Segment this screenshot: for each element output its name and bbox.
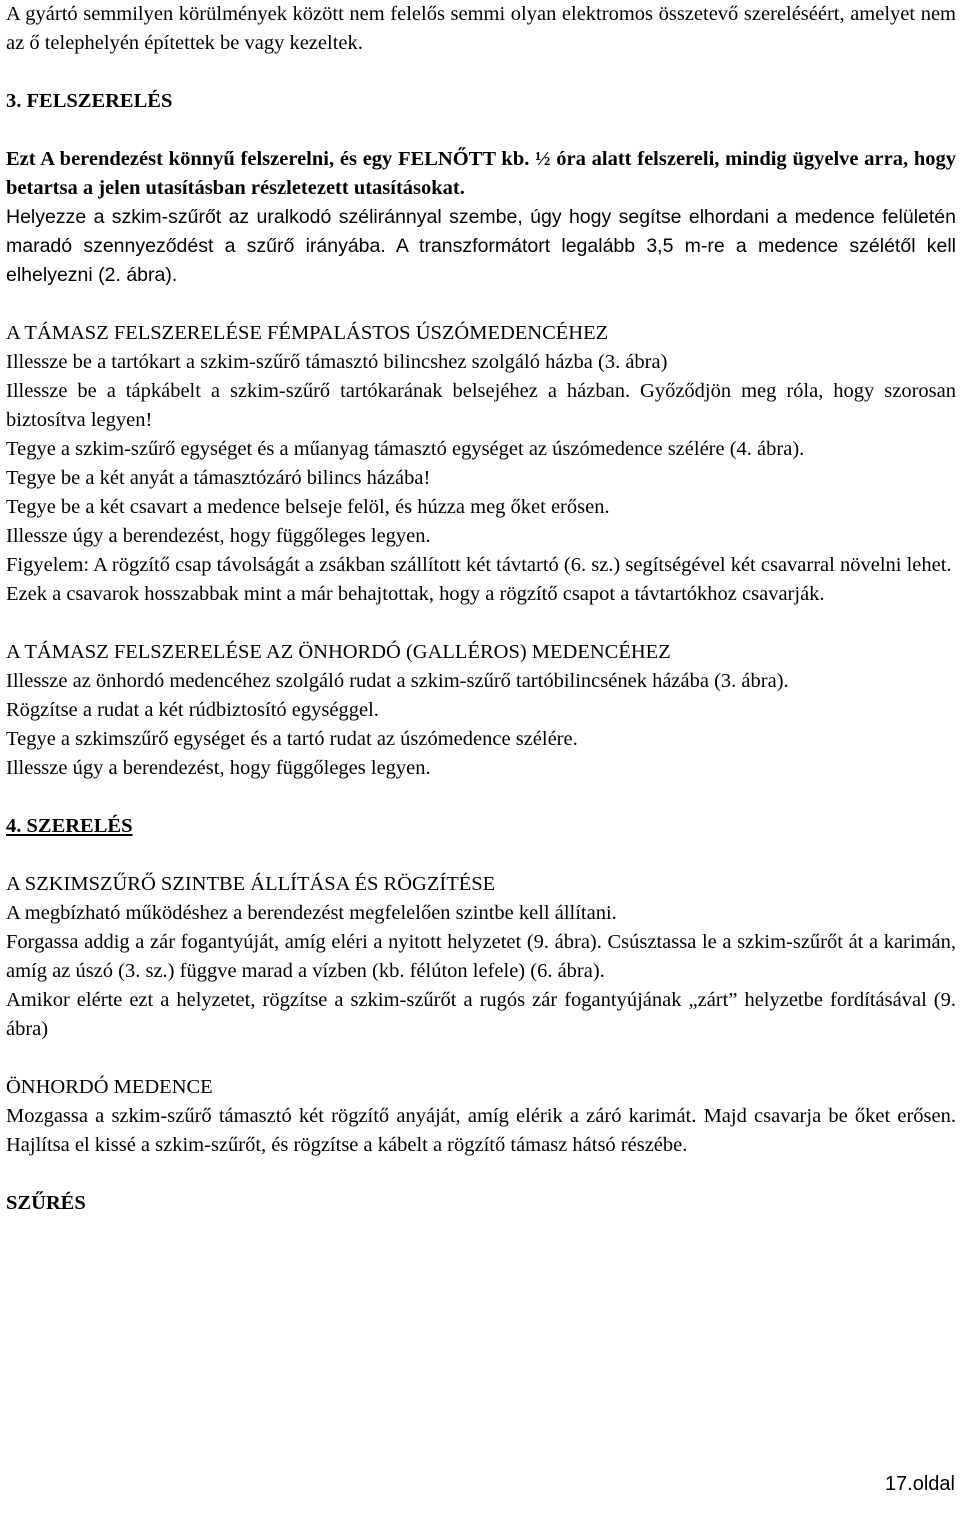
self-supporting-pool-step: Tegye a szkimszűrő egységet és a tartó rudat az úszómedence szélére. [6,728,578,750]
metal-pool-step: Illessze be a tartókart a szkim-szűrő támasztó bilincshez szolgáló házba (3. ábra) [6,351,668,373]
self-supporting-pool-heading: A TÁMASZ FELSZERELÉSE AZ ÖNHORDÓ (GALLÉROS) MEDENCÉHEZ [6,641,671,663]
spacer [6,58,956,87]
self-supporting-pool-step: Illessze úgy a berendezést, hogy függőleges legyen. [6,757,431,779]
section-3-placement-paragraph: Helyezze a szkim-szűrőt az uralkodó széliránnyal szembe, úgy hogy segítse elhordani a medence felületén maradó szennyeződést a szűrő irányába. A transzformátort legalább 3,5 m-re a medence szélétől kell elhelyezni (2. ábra). [6,206,956,286]
metal-pool-note: Figyelem: A rögzítő csap távolságát a zsákban szállított két távtartó (6. sz.) segítségével két csavarral növelni lehet. [6,554,952,576]
section-3-bold-paragraph: Ezt A berendezést könnyű felszerelni, és egy FELNŐTT kb. ½ óra alatt felszereli, mindig ügyelve arra, hogy betartsa a jelen utasításban részletezett utasításokat. [6,148,956,199]
document-page [6,0,956,1218]
spacer [6,290,956,319]
page-number: 17.oldal [884,1473,955,1495]
metal-pool-step: Tegye a szkim-szűrő egységet és a műanyag támasztó egységet az úszómedence szélére (4. ábra). [6,438,805,460]
metal-pool-step: Illessze be a tápkábelt a szkim-szűrő tartókarának belsejéhez a házban. Győződjön meg róla, hogy szorosan biztosítva legyen! [6,380,956,431]
leveling-heading: A SZKIMSZŰRŐ SZINTBE ÁLLÍTÁSA ÉS RÖGZÍTÉSE [6,873,496,895]
leveling-paragraph: A megbízható működéshez a berendezést megfelelően szintbe kell állítani. [6,902,617,924]
spacer [6,609,956,638]
leveling-paragraph: Amikor elérte ezt a helyzetet, rögzítse a szkim-szűrőt a rugós zár fogantyújának „zárt” helyzetbe fordításával (9. ábra) [6,989,956,1040]
metal-pool-note: Ezek a csavarok hosszabbak mint a már behajtottak, hogy a rögzítő csapot a távtartókhoz csavarják. [6,583,825,605]
leveling-paragraph: Forgassa addig a zár fogantyúját, amíg eléri a nyitott helyzetet (9. ábra). Csúsztassa le a szkim-szűrőt át a karimán, amíg az úszó (3. sz.) függve marad a vízben (kb. félúton lefele) (6. ábra). [6,931,956,982]
filtering-heading: SZŰRÉS [6,1192,86,1214]
metal-pool-step: Tegye be a két csavart a medence belseje felöl, és húzza meg őket erősen. [6,496,610,518]
metal-pool-step: Illessze úgy a berendezést, hogy függőleges legyen. [6,525,431,547]
intro-paragraph: A gyártó semmilyen körülmények között nem felelős semmi olyan elektromos összetevő szereléséért, amelyet nem az ő telephelyén építettek be vagy kezeltek. [6,3,956,54]
section-4-heading: 4. SZERELÉS [6,815,133,837]
metal-pool-heading: A TÁMASZ FELSZERELÉSE FÉMPALÁSTOS ÚSZÓMEDENCÉHEZ [6,322,609,344]
spacer [6,116,956,145]
section-3-heading: 3. FELSZERELÉS [6,90,173,112]
spacer [6,841,956,870]
self-pool-paragraph: Mozgassa a szkim-szűrő támasztó két rögzítő anyáját, amíg elérik a záró karimát. Majd csavarja be őket erősen. Hajlítsa el kissé a szkim-szűrőt, és rögzítse a kábelt a rögzítő támasz hátsó részébe. [6,1105,956,1156]
self-supporting-pool-step: Rögzítse a rudat a két rúdbiztosító egységgel. [6,699,379,721]
spacer [6,1160,956,1189]
self-supporting-pool-step: Illessze az önhordó medencéhez szolgáló rudat a szkim-szűrő tartóbilincsének házába (3. ábra). [6,670,789,692]
metal-pool-step: Tegye be a két anyát a támasztózáró bilincs házába! [6,467,431,489]
spacer [6,783,956,812]
self-pool-heading: ÖNHORDÓ MEDENCE [6,1076,213,1098]
spacer [6,1044,956,1073]
